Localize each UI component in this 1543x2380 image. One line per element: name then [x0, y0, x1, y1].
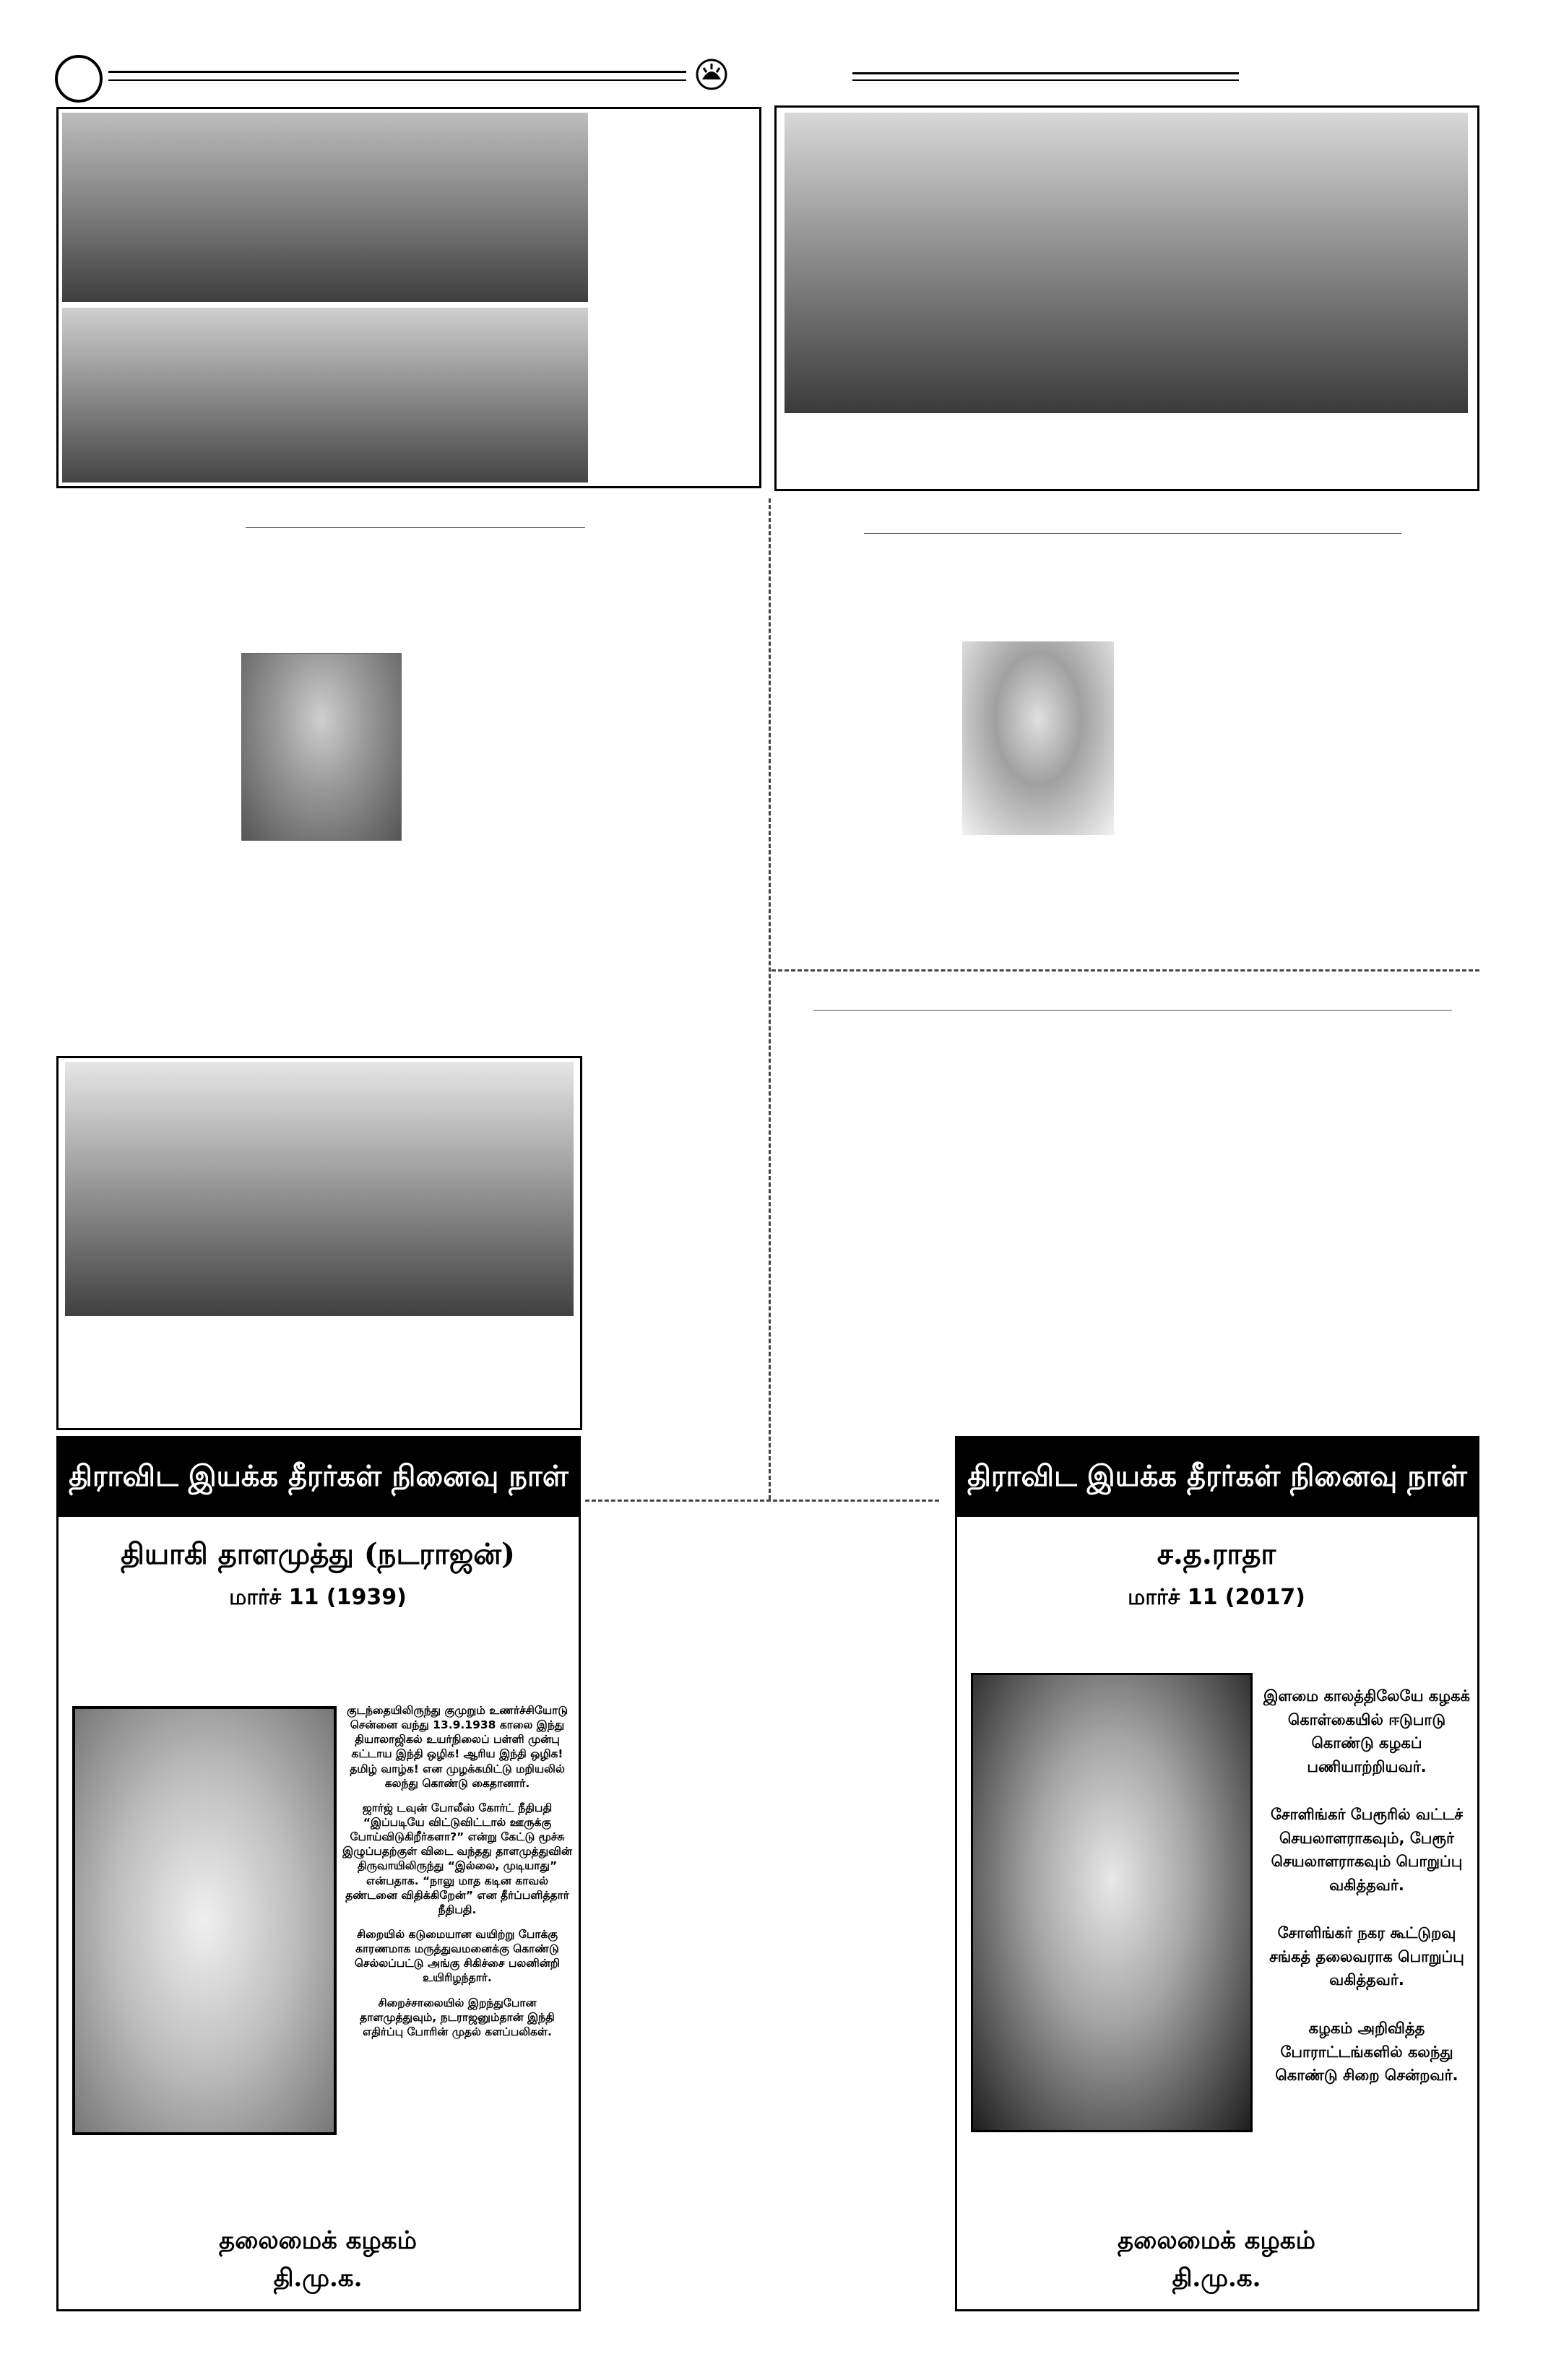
memorial-portrait-right	[971, 1673, 1253, 2132]
memorial-bio-right-p3: சோளிங்கர் நகர கூட்டுறவு சங்கத் தலைவராக பொறுப்பு வகித்தவர்.	[1269, 1924, 1464, 1989]
headline-rule-right-2	[813, 1010, 1452, 1011]
photo-group-handover-1	[62, 113, 588, 302]
memorial-bio-right-p2: சோளிங்கர் பேரூரில் வட்டச் செயலாளராகவும், பேரூர் செயலாளராகவும் பொறுப்பு வகித்தவர்.	[1270, 1806, 1464, 1894]
memorial-bio-left-p4: சிறைச்சாலையில் இறந்துபோன தாளமுத்துவும், நடராஜனும்தான் இந்தி எதிர்ப்பு போரின் முதல் களப்பலிகள்.	[360, 1996, 555, 2038]
header-rule-top	[108, 71, 686, 73]
headline-rule-right	[864, 533, 1401, 534]
memorial-bio-left-p2: ஜார்ஜ் டவுன் போலீஸ் கோர்ட் நீதிபதி “இப்படியே விட்டுவிட்டால் ஊருக்கு போய்விடுகிறீர்களா?” என்று கேட்டு மூச்சு இழுப்பதற்குள் விடை வந்தது தாளமுத்துவின் திருவாயிலிருந்து “இல்லை, முடியாது” என்பதாக. “நாலு மாத கடின காவல் தண்டனை விதிக்கிறேன்” என தீர்ப்பளித்தார் நீதிபதி.	[342, 1801, 572, 1916]
memorial-signature-left-line2: தி.மு.க.	[273, 2264, 363, 2293]
photo-tribute-gathering	[65, 1062, 574, 1316]
memorial-bio-left-p3: சிறையில் கடுமையான வயிற்று போக்கு காரணமாக மருத்துவமனைக்கு கொண்டு செல்லப்பட்டு அங்கு சிகிச்சை பலனின்றி உயிரிழந்தார்.	[354, 1927, 561, 1985]
memorial-banner-left: திராவிட இயக்க தீரர்கள் நினைவு நாள்	[56, 1436, 581, 1517]
memorial-bio-left-p1: குடந்தையிலிருந்து குமுறும் உணர்ச்சியோடு சென்னை வந்து 13.9.1938 காலை இந்து தியாலாஜிகல் உயர்நிலைப் பள்ளி முன்பு கட்டாய இந்தி ஒழிக! ஆரிய இந்தி ஒழிக! தமிழ் வாழ்க! என முழக்கமிட்டு மறியலில் கலந்து கொண்டு கைதானார்.	[346, 1704, 569, 1790]
header-circle-icon	[55, 55, 103, 103]
memorial-bio-left	[341, 1703, 574, 2049]
memorial-portrait-left	[72, 1706, 337, 2135]
memorial-bio-right	[1261, 1684, 1472, 2098]
memorial-name-left: தியாகி தாளமுத்து (நடராஜன்)	[121, 1537, 515, 1571]
memorial-name-right: ச.த.ராதா	[1157, 1537, 1276, 1571]
photo-group-handover-2	[62, 308, 588, 483]
header-rule-right-top	[852, 72, 1239, 74]
headline-rule-left	[246, 527, 585, 528]
section-divider-bottom	[585, 1500, 939, 1502]
portrait-man	[962, 641, 1114, 835]
memorial-signature-right-line1: தலைமைக் கழகம்	[1118, 2226, 1315, 2255]
memorial-signature-right-line2: தி.மு.க.	[1172, 2264, 1261, 2293]
column-divider	[769, 498, 771, 1500]
header-rule-bottom	[108, 79, 686, 81]
memorial-date-right: மார்ச் 11 (2017)	[1128, 1585, 1305, 1610]
rising-sun-emblem-icon	[695, 58, 728, 91]
section-divider-right	[772, 969, 1479, 972]
portrait-woman	[241, 653, 402, 841]
header-rule-right-bottom	[852, 79, 1239, 81]
memorial-signature-left-line1: தலைமைக் கழகம்	[219, 2226, 417, 2255]
memorial-banner-right: திராவிட இயக்க தீரர்கள் நினைவு நாள்	[955, 1436, 1479, 1517]
memorial-bio-right-p4: கழகம் அறிவித்த போராட்டங்களில் கலந்து கொண்டு சிறை சென்றவர்.	[1275, 2020, 1458, 2085]
photo-group-handover-3	[785, 113, 1468, 413]
memorial-date-left: மார்ச் 11 (1939)	[229, 1585, 407, 1610]
memorial-bio-right-p1: இளமை காலத்திலேயே கழகக் கொள்கையில் ஈடுபாடு கொண்டு கழகப் பணியாற்றியவர்.	[1263, 1687, 1470, 1775]
